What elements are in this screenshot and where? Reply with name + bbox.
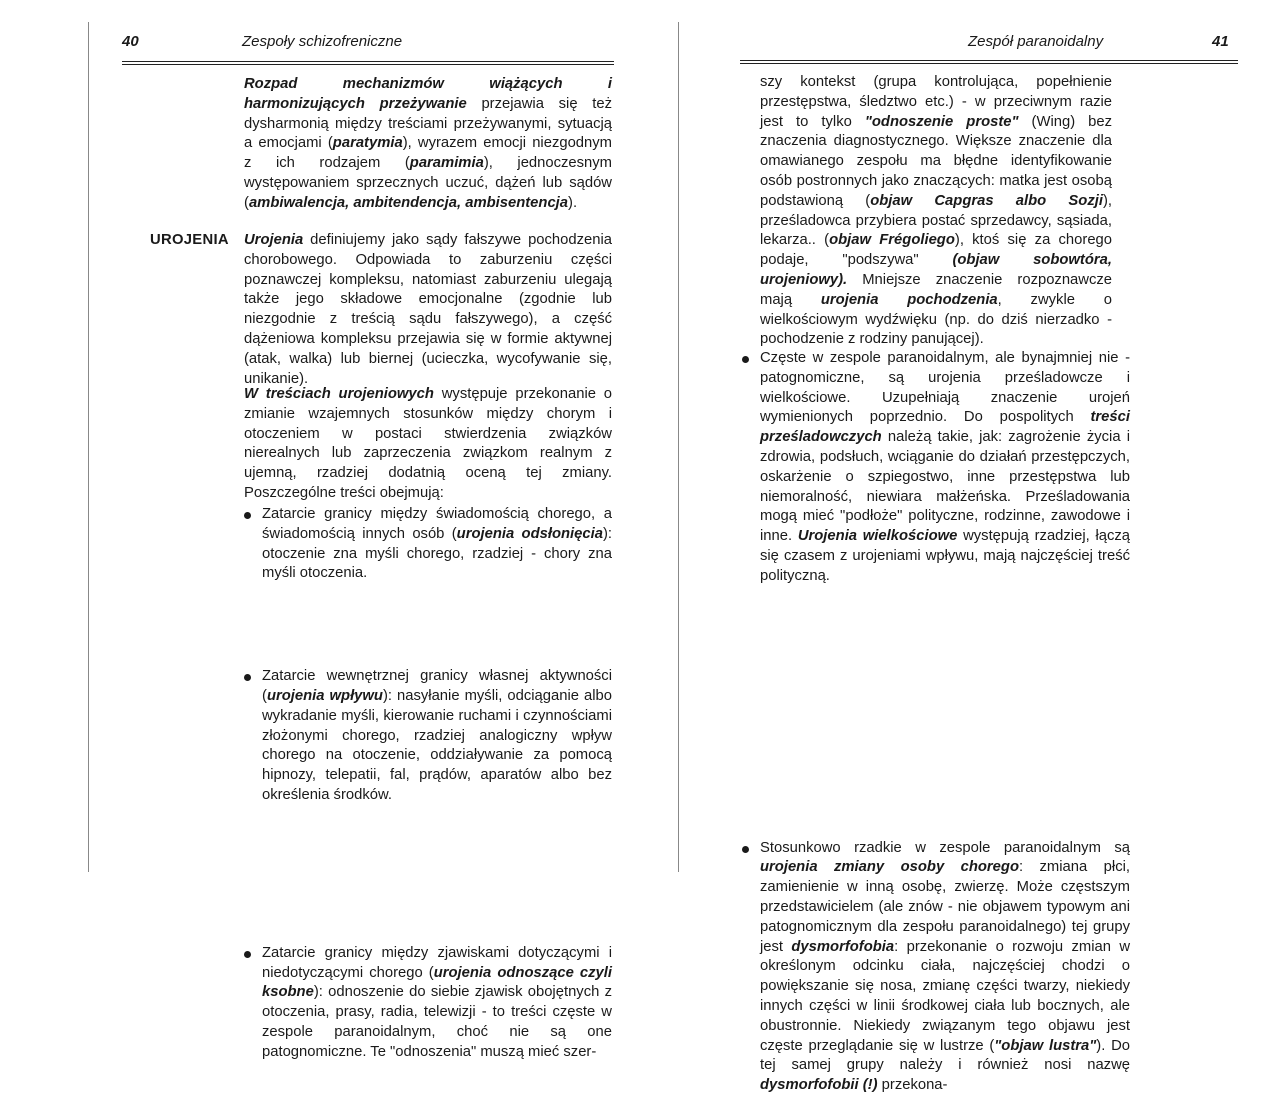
body-paragraph — [244, 385, 612, 504]
text-segment: definiujemy jako sądy fałszywe pochodzenia chorobowego. Odpowiada to zaburzeniu części poznawczej kompleksu, natomiast zaburzeniu ulegają także jego składowe emocjonalne (zgodnie lub niezgodnie z treścią sądu fałszywego), a część dążeniowa kompleksu przejawia się w formie aktywnej (atak, walka) lub biernej (ucieczka, wycofywanie się, unikanie). — [244, 232, 612, 387]
section-heading: UROJENIA — [150, 232, 229, 248]
emphasized-term: urojenia odnoszące czyli ksobne — [262, 964, 612, 1001]
text-segment: Mniejsze znaczenie rozpoznawcze mają — [760, 271, 1112, 308]
text-segment: ), prześladowca przybiera postać sprzedawcy, sąsiada, lekarza.. ( — [760, 192, 1112, 249]
emphasized-term: Rozpad mechanizmów wiążących i harmonizujących przeżywanie — [244, 76, 612, 112]
emphasized-term: dysmorfofobii (!) — [760, 1077, 878, 1094]
text-segment: ), ktoś się za chorego podaje, "podszywa" — [760, 232, 1113, 269]
emphasized-term: urojenia wpływu — [266, 687, 383, 704]
emphasized-term: paramimia — [409, 155, 484, 172]
text-segment: ): nasyłanie myśli, odciąganie albo wykradanie myśli, kierowanie ruchami i czynnościami złożonymi chorego, rzadziej analogiczny wpływ chorego na otoczenie, oddziaływanie za pomocą hipnozy, telepatii, fal, prądów, aparatów albo bez określenia środków. — [262, 687, 612, 803]
emphasized-term: objaw Frégoliego — [829, 232, 955, 249]
running-title: Zespół paranoidalny — [968, 33, 1104, 50]
bullet-item — [244, 944, 612, 1063]
header-rule-secondary — [740, 63, 1238, 64]
text-segment: (Wing) bez znaczenia diagnostycznego. Większe znaczenie dla omawianego zespołu ma błędne identyfikowanie osób postronnych jako znaczących: matka jest osobą podstawioną ( — [760, 113, 1112, 209]
text-segment: przejawia się też dysharmonią między treściami przeżywanymi, sytuacją a emocjami ( — [244, 95, 612, 152]
emphasized-term: urojenia odsłonięcia — [456, 525, 603, 542]
left-page — [0, 0, 632, 1060]
bullet-item — [742, 839, 1130, 1096]
right-page — [632, 0, 1263, 1094]
emphasized-term: Urojenia — [244, 232, 304, 248]
emphasized-term: objaw Capgras albo Sozji — [870, 192, 1103, 209]
bullet-dot — [742, 356, 749, 363]
text-segment: Zatarcie granicy między zjawiskami dotyczącymi i niedotyczącymi chorego ( — [262, 944, 612, 981]
text-segment: ), jednoczesnym występowaniem sprzecznych uczuć, dążeń lub sądów ( — [244, 155, 612, 211]
text-segment: przekona- — [877, 1077, 948, 1094]
text-segment: Częste w zespole paranoidalnym, ale bynajmniej nie - patognomiczne, są urojenia prześladowcze i wielkościowe. Uzupełniają znaczenie urojeń wymienionych poprzednio. Do pospolitych — [760, 350, 1130, 426]
bullet-dot — [244, 951, 251, 958]
text-segment: , zwykle o wielkościowym wydźwięku (np. do dziś nierzadko - pochodzenie z rodziny panującej). — [760, 291, 1112, 348]
text-segment: szy kontekst (grupa kontrolująca, popełnienie przestępstwa, śledztwo etc.) - w przeciwnym razie jest to tylko — [760, 74, 1112, 130]
page-number: 40 — [122, 33, 139, 50]
emphasized-term: Urojenia wielkościowe — [797, 528, 958, 545]
text-segment: Stosunkowo rzadkie w zespole paranoidalnym są — [760, 839, 1130, 856]
bullet-item — [742, 349, 1130, 587]
emphasized-term: "odnoszenie proste" — [864, 113, 1019, 130]
body-paragraph — [760, 73, 1112, 350]
emphasized-term: urojenia zmiany osoby chorego — [760, 859, 1019, 876]
page-number: 41 — [1212, 33, 1229, 50]
text-segment: ). — [568, 194, 578, 211]
text-segment: Zatarcie granicy między świadomością chorego, a świadomością innych osób ( — [262, 506, 612, 542]
bullet-dot — [244, 512, 251, 519]
text-segment: występuje przekonanie o zmianie wzajemnych stosunków między chorym i otoczeniem w postaci stwierdzenia związków nierealnych lub zaprzeczenia związkom realnym z ujemną, rzadziej dodatnią oceną tej zmiany. Poszczególne treści obejmują: — [244, 386, 612, 501]
text-segment: ), wyrazem emocji niezgodnym z ich rodzajem ( — [244, 135, 612, 172]
header-rule — [740, 60, 1238, 61]
binding-edge-line — [88, 22, 89, 872]
bullet-dot — [244, 674, 251, 681]
emphasized-term: treści prześladowczych — [760, 409, 1130, 446]
text-segment: występują rzadziej, łączą się czasem z urojeniami wpływu, mają najczęściej treść polityczną. — [760, 528, 1130, 584]
text-segment: ). Do tej samej grupy należy i również nosi nazwę — [760, 1037, 1130, 1074]
text-segment: Zatarcie wewnętrznej granicy własnej aktywności ( — [262, 668, 612, 704]
binding-edge-line — [678, 22, 679, 872]
emphasized-term: (objaw sobowtóra, urojeniowy). — [760, 252, 1112, 288]
text-segment: : zmiana płci, zamienienie w inną osobę, zwierzę. Może częstszym przedstawicielem (ale znów - nie objawem typowym ani patognomicznym dla zespołu paranoidalnego) tej grupy jest — [760, 859, 1130, 955]
emphasized-term: "objaw lustra" — [994, 1037, 1097, 1054]
body-paragraph — [244, 231, 612, 389]
emphasized-term: paratymia — [332, 135, 403, 152]
emphasized-term: urojenia pochodzenia — [820, 291, 998, 308]
header-rule-secondary — [122, 64, 614, 65]
text-segment: ): odnoszenie do siebie zjawisk obojętnych z otoczenia, prasy, radia, telewizji - to treści częste w zespole paranoidalnym, choć nie są one patognomiczne. Te "odnoszenia" muszą mieć szer- — [262, 984, 612, 1060]
emphasized-term: dysmorfofobia — [791, 938, 895, 955]
bullet-item — [244, 505, 612, 584]
body-paragraph — [244, 75, 612, 214]
running-title: Zespoły schizofreniczne — [242, 33, 403, 50]
header-rule — [122, 61, 614, 62]
text-segment: ): otoczenie zna myśli chorego, rzadziej - chory zna myśli otoczenia. — [262, 525, 612, 582]
bullet-dot — [742, 846, 749, 853]
emphasized-term: ambiwalencja, ambitendencja, ambisentencja — [248, 194, 569, 211]
emphasized-term: W treściach urojeniowych — [244, 386, 434, 402]
bullet-item — [244, 667, 612, 806]
text-segment: : przekonanie o rozwoju zmian w określonym odcinku ciała, najczęściej chodzi o powiększanie się nosa, zmianę części twarzy, niekiedy innych części w linii środkowej ciała lub bocznych, ale obustronnie. Niekiedy związanym tego objawu jest częste przeglądanie się w lustrze ( — [760, 938, 1131, 1054]
text-segment: należą takie, jak: zagrożenie życia i zdrowia, podsłuch, wciąganie do działań przestępczych, oskarżenie o szpiegostwo, inne przestępstwa lub niemoralność, niewiara małżeńska. Prześladowania mogą mieć "podłoże" polityczne, rodzinne, zawodowe i inne. — [760, 429, 1130, 545]
